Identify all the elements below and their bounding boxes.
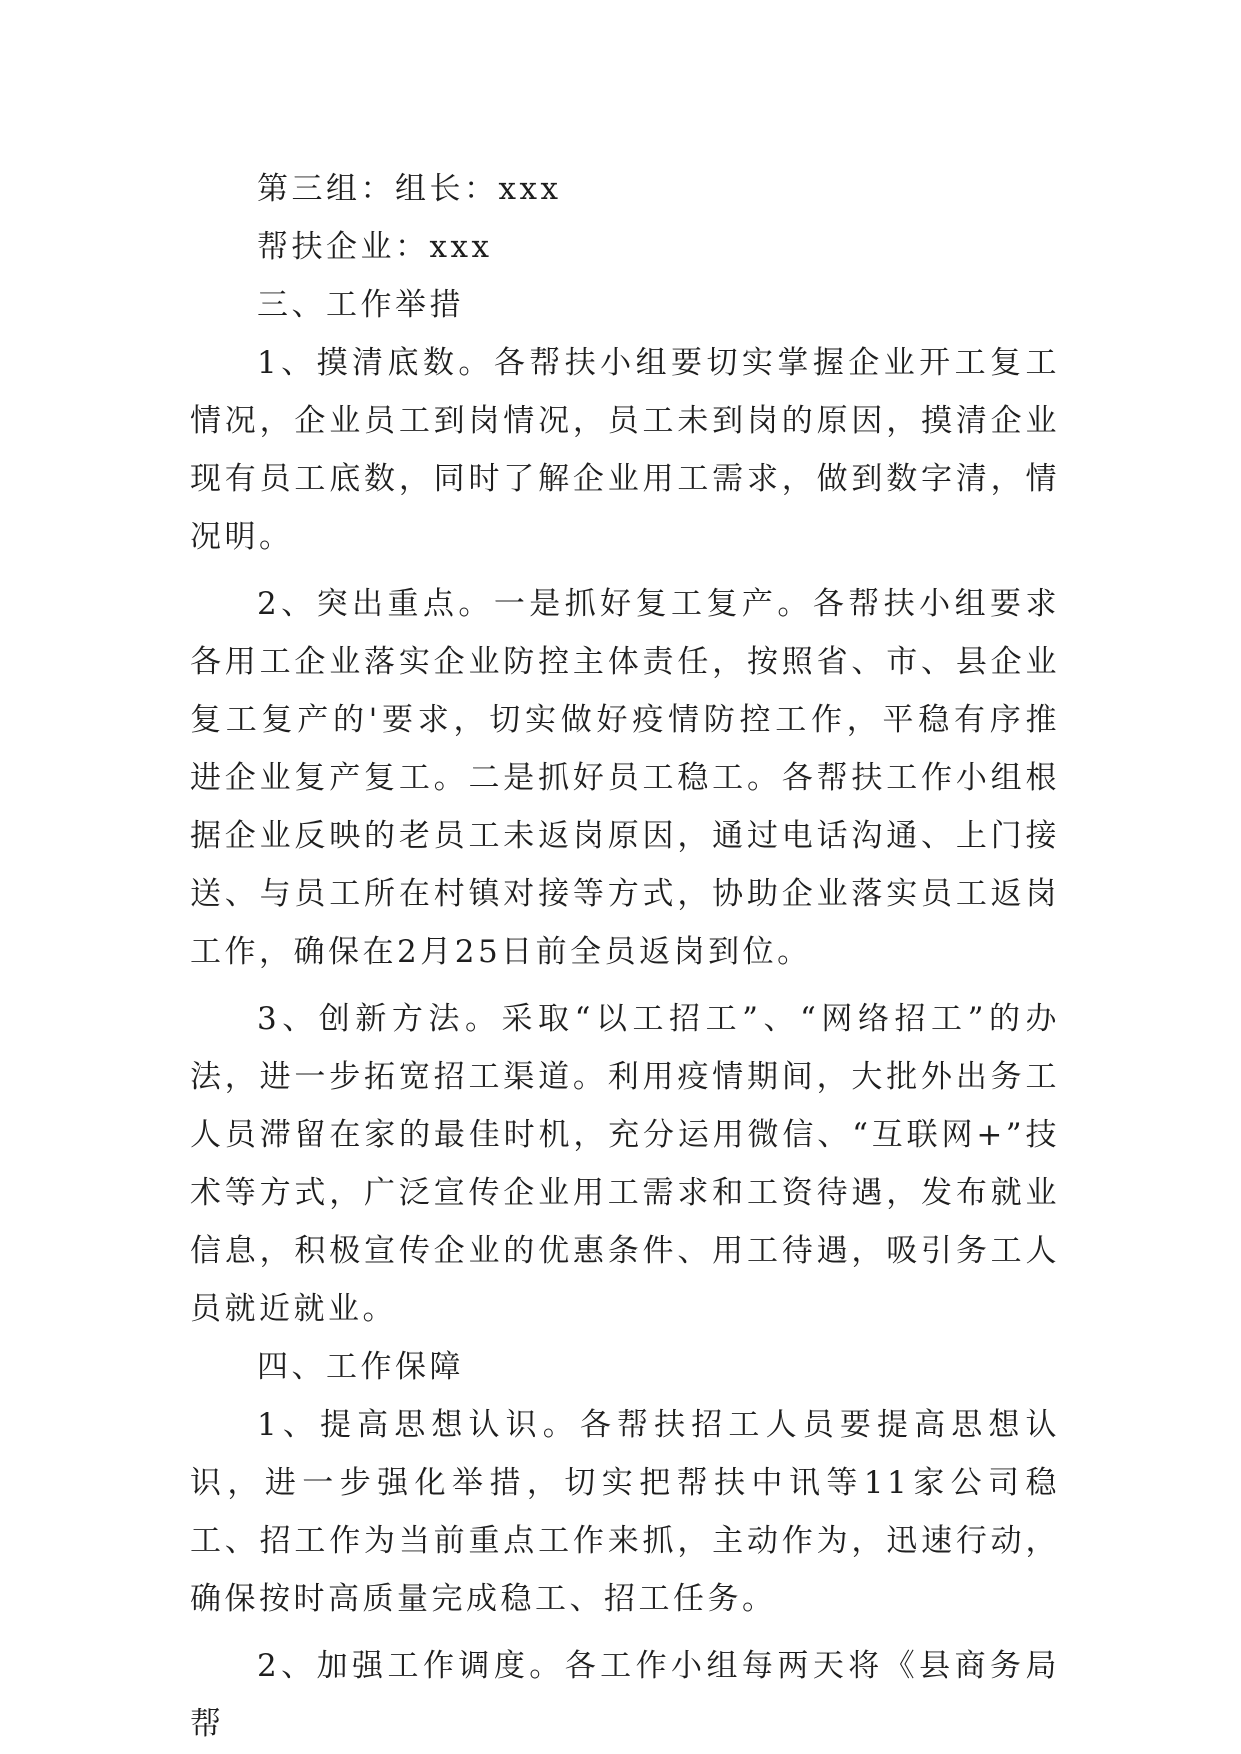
section-heading-work-measures: 三、工作举措 [257,287,464,323]
group-three-leader-line: 第三组：组长：xxx [257,171,562,207]
paragraph-measure-1: 1、摸清底数。各帮扶小组要切实掌握企业开工复工情况，企业员工到岗情况，员工未到岗的原因，摸清企业现有员工底数，同时了解企业用工需求，做到数字清，情况明。 [190,345,1060,555]
paragraph-measure-3: 3、创新方法。采取“以工招工”、“网络招工”的办法，进一步拓宽招工渠道。利用疫情期间，大批外出务工人员滞留在家的最佳时机，充分运用微信、“互联网+”技术等方式，广泛宣传企业用工需求和工资待遇，发布就业信息，积极宣传企业的优惠条件、用工待遇，吸引务工人员就近就业。 [190,1001,1060,1327]
document-body [190,160,1060,1753]
section-heading-work-guarantee: 四、工作保障 [257,1349,464,1385]
assisted-enterprise-line: 帮扶企业：xxx [257,229,493,265]
paragraph-measure-2: 2、突出重点。一是抓好复工复产。各帮扶小组要求各用工企业落实企业防控主体责任，按照省、市、县企业复工复产的'要求，切实做好疫情防控工作，平稳有序推进企业复产复工。二是抓好员工稳工。各帮扶工作小组根据企业反映的老员工未返岗原因，通过电话沟通、上门接送、与员工所在村镇对接等方式，协助企业落实员工返岗工作，确保在2月25日前全员返岗到位。 [190,586,1060,970]
paragraph-guarantee-2: 2、加强工作调度。各工作小组每两天将《县商务局帮 [190,1648,1060,1742]
paragraph-guarantee-1: 1、提高思想认识。各帮扶招工人员要提高思想认识，进一步强化举措，切实把帮扶中讯等11家公司稳工、招工作为当前重点工作来抓，主动作为，迅速行动，确保按时高质量完成稳工、招工任务。 [190,1407,1060,1617]
